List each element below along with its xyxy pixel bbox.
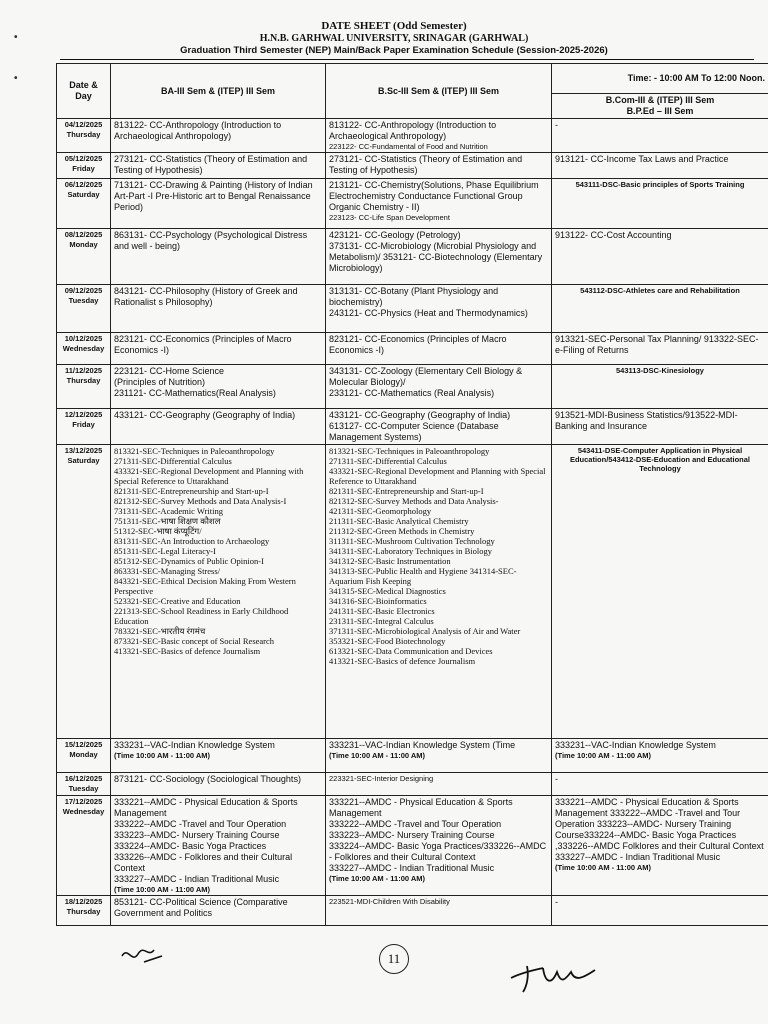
paper-entry: - — [555, 774, 558, 784]
paper-entry: 613127- CC-Computer Science (Database Management Systems) — [329, 421, 499, 442]
paper-entry: 813321-SEC-Techniques in Paleoanthropology — [329, 446, 490, 456]
paper-entry: 413321-SEC-Basics of defence Journalism — [329, 656, 476, 666]
paper-entry: 851311-SEC-Legal Literacy-I — [114, 546, 216, 556]
bcom-cell — [552, 739, 768, 773]
paper-entry: (Time 10:00 AM - 11:00 AM) — [329, 874, 426, 883]
date-cell — [57, 773, 111, 796]
date-cell — [57, 409, 111, 445]
paper-entry: 913321-SEC-Personal Tax Planning/ 913322-SEC-e-Filing of Returns — [555, 334, 759, 355]
exam-day: Friday — [72, 420, 95, 429]
paper-entry: 543411-DSE-Computer Application in Physical Education/543412-DSE-Education and Educational Technology — [569, 446, 751, 473]
exam-day: Monday — [69, 240, 98, 249]
paper-entry: 783321-SEC-भारतीय रंगमंच — [114, 626, 206, 636]
paper-entry: 413321-SEC-Basics of defence Journalism — [114, 646, 261, 656]
paper-entry: 813321-SEC-Techniques in Paleoanthropology — [114, 446, 275, 456]
exam-day: Thursday — [66, 376, 101, 385]
paper-entry: 223121- CC-Home Science — [114, 366, 225, 376]
exam-date: 04/12/2025 — [64, 120, 103, 129]
date-cell — [57, 229, 111, 285]
exam-day: Friday — [72, 164, 95, 173]
col-header-bsc: B.Sc-III Sem & (ITEP) III Sem — [326, 64, 552, 119]
paper-entry: 333224--AMDC- Basic Yoga Practices/333226--AMDC - Folklores and their Cultural Context — [329, 841, 547, 862]
table-row — [57, 896, 768, 926]
paper-entry: 231121- CC-Mathematics(Real Analysis) — [114, 388, 276, 398]
page-number: 11 — [379, 944, 409, 974]
paper-entry: 223122- CC-Fundamental of Food and Nutrition — [329, 142, 488, 151]
exam-day: Saturday — [67, 456, 100, 465]
date-cell — [57, 365, 111, 409]
ba-cell — [111, 229, 326, 285]
exam-day: Wednesday — [62, 807, 105, 816]
table-row — [57, 445, 768, 739]
signature-left — [118, 942, 166, 968]
paper-entry: 823121- CC-Economics (Principles of Macro Economics -I) — [114, 334, 292, 355]
bcom-cell — [552, 365, 768, 409]
bsc-cell — [326, 445, 552, 739]
paper-entry: 613321-SEC-Data Communication and Devices — [329, 646, 493, 656]
ba-cell — [111, 409, 326, 445]
paper-entry: 913121- CC-Income Tax Laws and Practice — [555, 154, 729, 164]
col-header-date: Date & Day — [57, 64, 111, 119]
table-row — [57, 285, 768, 333]
paper-entry: 333224--AMDC- Basic Yoga Practices — [114, 841, 267, 851]
signature-right — [505, 958, 605, 998]
exam-date: 15/12/2025 — [64, 740, 103, 749]
bcom-cell — [552, 796, 768, 896]
exam-day: Saturday — [67, 190, 100, 199]
exam-day: Wednesday — [62, 344, 105, 353]
ba-cell — [111, 333, 326, 365]
ba-cell — [111, 445, 326, 739]
table-row — [57, 229, 768, 285]
date-cell — [57, 285, 111, 333]
paper-entry: 333222--AMDC -Travel and Tour Operation — [114, 819, 287, 829]
time-header: Time: - 10:00 AM To 12:00 Noon. — [552, 64, 768, 94]
paper-entry: 863131- CC-Psychology (Psychological Distress and well - being) — [114, 230, 308, 251]
paper-entry: 843121- CC-Philosophy (History of Greek and Rationalist s Philosophy) — [114, 286, 298, 307]
paper-entry: 51312-SEC-भाषा कंप्यूटिंग/ — [114, 526, 202, 536]
ba-cell — [111, 896, 326, 926]
bcom-cell — [552, 153, 768, 179]
bsc-cell — [326, 119, 552, 153]
paper-entry: 211311-SEC-Basic Analytical Chemistry — [329, 516, 469, 526]
exam-date: 13/12/2025 — [64, 446, 103, 455]
paper-entry: 333223--AMDC- Nursery Training Course — [329, 830, 495, 840]
exam-date: 11/12/2025 — [64, 366, 103, 375]
paper-entry: 851312-SEC-Dynamics of Public Opinion-I — [114, 556, 264, 566]
paper-entry: 341316-SEC-Bioinformatics — [329, 596, 427, 606]
paper-entry: 913122- CC-Cost Accounting — [555, 230, 672, 240]
date-cell — [57, 445, 111, 739]
paper-entry: 241311-SEC-Basic Electronics — [329, 606, 435, 616]
date-cell — [57, 119, 111, 153]
table-row — [57, 773, 768, 796]
bcom-cell — [552, 409, 768, 445]
exam-date: 18/12/2025 — [64, 897, 103, 906]
paper-entry: 333221--AMDC - Physical Education & Sports Management 333222--AMDC -Travel and Tour Operation 333223--AMDC- Nursery Training Course333224--AMDC- Basic Yoga Practices ,333226--AMDC Folklores and their Cultural Context 333227--AMDC - Indian Traditional Music — [555, 797, 764, 862]
paper-entry: 341315-SEC-Medical Diagnostics — [329, 586, 446, 596]
document-title: DATE SHEET (Odd Semester) — [321, 20, 467, 32]
paper-entry: 731311-SEC-Academic Writing — [114, 506, 223, 516]
paper-entry: - — [555, 897, 558, 907]
exam-day: Thursday — [66, 907, 101, 916]
ba-cell — [111, 153, 326, 179]
exam-date: 12/12/2025 — [64, 410, 103, 419]
bsc-cell — [326, 333, 552, 365]
exam-date: 17/12/2025 — [64, 797, 103, 806]
date-sheet-table — [56, 63, 768, 926]
table-row — [57, 119, 768, 153]
paper-entry: 821311-SEC-Entrepreneurship and Start-up-I — [329, 486, 484, 496]
bsc-cell — [326, 409, 552, 445]
date-cell — [57, 333, 111, 365]
paper-entry: (Time 10:00 AM - 11:00 AM) — [555, 863, 652, 872]
paper-entry: 211312-SEC-Green Methods in Chemistry — [329, 526, 475, 536]
table-row — [57, 333, 768, 365]
bcom-cell — [552, 445, 768, 739]
bsc-cell — [326, 365, 552, 409]
date-cell — [57, 896, 111, 926]
bcom-cell — [552, 229, 768, 285]
paper-entry: 271311-SEC-Differential Calculus — [114, 456, 232, 466]
bcom-cell — [552, 119, 768, 153]
ba-cell — [111, 773, 326, 796]
date-cell — [57, 739, 111, 773]
bcom-cell — [552, 179, 768, 229]
paper-entry: 223321-SEC-Interior Designing — [329, 774, 434, 783]
paper-entry: 543112-DSC-Athletes care and Rehabilitation — [580, 286, 740, 295]
paper-entry: 221313-SEC-School Readiness in Early Childhood Education — [114, 606, 289, 626]
bsc-cell — [326, 179, 552, 229]
bsc-cell — [326, 285, 552, 333]
paper-entry: (Principles of Nutrition) — [114, 377, 206, 387]
exam-date: 16/12/2025 — [64, 774, 103, 783]
table-row — [57, 153, 768, 179]
paper-entry: 333221--AMDC - Physical Education & Sports Management — [329, 797, 513, 818]
paper-entry: 333231--VAC-Indian Knowledge System (Time — [329, 740, 516, 750]
paper-entry: 271311-SEC-Differential Calculus — [329, 456, 447, 466]
paper-entry: 333223--AMDC- Nursery Training Course — [114, 830, 280, 840]
paper-entry: 373131- CC-Microbiology (Microbial Physiology and Metabolism)/ 353121- CC-Biotechnology (Elementary Microbiology) — [329, 241, 543, 273]
paper-entry: 233121- CC-Mathematics (Real Analysis) — [329, 388, 495, 398]
paper-entry: 223521-MDI-Children With Disability — [329, 897, 450, 906]
exam-day: Tuesday — [68, 296, 99, 305]
paper-entry: 873321-SEC-Basic concept of Social Research — [114, 636, 275, 646]
ba-cell — [111, 796, 326, 896]
exam-date: 06/12/2025 — [64, 180, 103, 189]
paper-entry: 273121- CC-Statistics (Theory of Estimation and Testing of Hypothesis) — [114, 154, 308, 175]
paper-entry: - — [555, 120, 558, 130]
ba-cell — [111, 365, 326, 409]
paper-entry: 213121- CC-Chemistry(Solutions, Phase Equilibrium Electrochemistry Conductance Functional Group Organic Chemistry - II) — [329, 180, 539, 212]
paper-entry: 333227--AMDC - Indian Traditional Music — [329, 863, 495, 873]
ba-cell — [111, 285, 326, 333]
paper-entry: 421311-SEC-Geomorphology — [329, 506, 432, 516]
paper-entry: 333222--AMDC -Travel and Tour Operation — [329, 819, 502, 829]
table-row — [57, 739, 768, 773]
bsc-cell — [326, 739, 552, 773]
paper-entry: 433321-SEC-Regional Development and Planning with Special Reference to Uttarakhand — [114, 466, 304, 486]
paper-entry: 343131- CC-Zoology (Elementary Cell Biology & Molecular Biology)/ — [329, 366, 523, 387]
paper-entry: 713121- CC-Drawing & Painting (History of Indian Art-Part -I Pre-Historic art to Bengal Renaissance Period) — [114, 180, 313, 212]
paper-entry: 821311-SEC-Entrepreneurship and Start-up-I — [114, 486, 269, 496]
paper-entry: 341313-SEC-Public Health and Hygiene 341314-SEC-Aquarium Fish Keeping — [329, 566, 517, 586]
paper-entry: 823121- CC-Economics (Principles of Macro Economics -I) — [329, 334, 507, 355]
paper-entry: 333221--AMDC - Physical Education & Sports Management — [114, 797, 298, 818]
header-rule — [60, 59, 754, 60]
paper-entry: (Time 10:00 AM - 11:00 AM) — [329, 751, 426, 760]
paper-entry: 333231--VAC-Indian Knowledge System — [114, 740, 275, 750]
paper-entry: (Time 10:00 AM - 11:00 AM) — [555, 751, 652, 760]
exam-date: 08/12/2025 — [64, 230, 103, 239]
ba-cell — [111, 739, 326, 773]
exam-date: 09/12/2025 — [64, 286, 103, 295]
table-row — [57, 409, 768, 445]
margin-mark: • — [14, 32, 18, 43]
paper-entry: 853121- CC-Political Science (Comparative Government and Politics — [114, 897, 288, 918]
paper-entry: 243121- CC-Physics (Heat and Thermodynamics) — [329, 308, 528, 318]
paper-entry: 223123- CC-Life Span Development — [329, 213, 450, 222]
paper-entry: 333227--AMDC - Indian Traditional Music — [114, 874, 280, 884]
paper-entry: 543113-DSC-Kinesiology — [616, 366, 704, 375]
paper-entry: 371311-SEC-Microbiological Analysis of Air and Water — [329, 626, 521, 636]
table-row — [57, 365, 768, 409]
paper-entry: 313131- CC-Botany (Plant Physiology and biochemistry) — [329, 286, 499, 307]
exam-date: 05/12/2025 — [64, 154, 103, 163]
date-sheet-table-wrapper — [56, 63, 768, 936]
date-cell — [57, 796, 111, 896]
table-row — [57, 179, 768, 229]
paper-entry: 821312-SEC-Survey Methods and Data Analysis- — [329, 496, 499, 506]
paper-entry: (Time 10:00 AM - 11:00 AM) — [114, 885, 211, 894]
bsc-cell — [326, 153, 552, 179]
paper-entry: 423121- CC-Geology (Petrology) — [329, 230, 461, 240]
bsc-cell — [326, 773, 552, 796]
paper-entry: 863331-SEC-Managing Stress/ — [114, 566, 221, 576]
col-header-ba: BA-III Sem & (ITEP) III Sem — [111, 64, 326, 119]
paper-entry: 353321-SEC-Food Biotechnology — [329, 636, 446, 646]
exam-day: Thursday — [66, 130, 101, 139]
ba-cell — [111, 179, 326, 229]
col-header-bcom-line2: B.P.Ed – III Sem — [626, 106, 694, 116]
paper-entry: 333231--VAC-Indian Knowledge System — [555, 740, 716, 750]
exam-date: 10/12/2025 — [64, 334, 103, 343]
bcom-cell — [552, 896, 768, 926]
col-header-bcom — [552, 94, 768, 119]
exam-day: Tuesday — [68, 784, 99, 793]
university-name: H.N.B. GARHWAL UNIVERSITY, SRINAGAR (GARHWAL) — [259, 33, 529, 44]
table-row — [57, 796, 768, 896]
paper-entry: 433321-SEC-Regional Development and Planning with Special Reference to Uttarakhand — [329, 466, 546, 486]
bsc-cell — [326, 796, 552, 896]
paper-entry: 543111-DSC-Basic principles of Sports Training — [575, 180, 745, 189]
date-cell — [57, 153, 111, 179]
paper-entry: (Time 10:00 AM - 11:00 AM) — [114, 751, 211, 760]
exam-day: Monday — [69, 750, 98, 759]
paper-entry: 311311-SEC-Mushroom Cultivation Technology — [329, 536, 495, 546]
document-subtitle: Graduation Third Semester (NEP) Main/Back Paper Examination Schedule (Session-2025-2026) — [180, 45, 608, 56]
bcom-cell — [552, 333, 768, 365]
paper-entry: 433121- CC-Geography (Geography of India) — [329, 410, 511, 420]
paper-entry: 523321-SEC-Creative and Education — [114, 596, 241, 606]
bcom-cell — [552, 285, 768, 333]
bsc-cell — [326, 896, 552, 926]
paper-entry: 333226--AMDC - Folklores and their Cultural Context — [114, 852, 293, 873]
paper-entry: 341312-SEC-Basic Instrumentation — [329, 556, 451, 566]
paper-entry: 873121- CC-Sociology (Sociological Thoughts) — [114, 774, 301, 784]
col-header-bcom-line1: B.Com-III & (ITEP) III Sem — [605, 95, 715, 105]
paper-entry: 231311-SEC-Integral Calculus — [329, 616, 434, 626]
paper-entry: 751311-SEC-भाषा शिक्षण कौशल — [114, 516, 221, 526]
paper-entry: 913521-MDI-Business Statistics/913522-MDI-Banking and Insurance — [555, 410, 738, 431]
paper-entry: 433121- CC-Geography (Geography of India) — [114, 410, 296, 420]
bcom-cell — [552, 773, 768, 796]
paper-entry: 831311-SEC-An Introduction to Archaeology — [114, 536, 270, 546]
paper-entry: 813122- CC-Anthropology (Introduction to Archaeological Anthropology) — [114, 120, 282, 141]
paper-entry: 843321-SEC-Ethical Decision Making From Western Perspective — [114, 576, 296, 596]
paper-entry: 813122- CC-Anthropology (Introduction to Archaeological Anthropology) — [329, 120, 497, 141]
margin-mark: • — [14, 73, 18, 84]
document-header — [40, 20, 748, 57]
date-cell — [57, 179, 111, 229]
paper-entry: 821312-SEC-Survey Methods and Data Analysis-I — [114, 496, 287, 506]
bsc-cell — [326, 229, 552, 285]
paper-entry: 341311-SEC-Laboratory Techniques in Biology — [329, 546, 493, 556]
paper-entry: 273121- CC-Statistics (Theory of Estimation and Testing of Hypothesis) — [329, 154, 523, 175]
ba-cell — [111, 119, 326, 153]
